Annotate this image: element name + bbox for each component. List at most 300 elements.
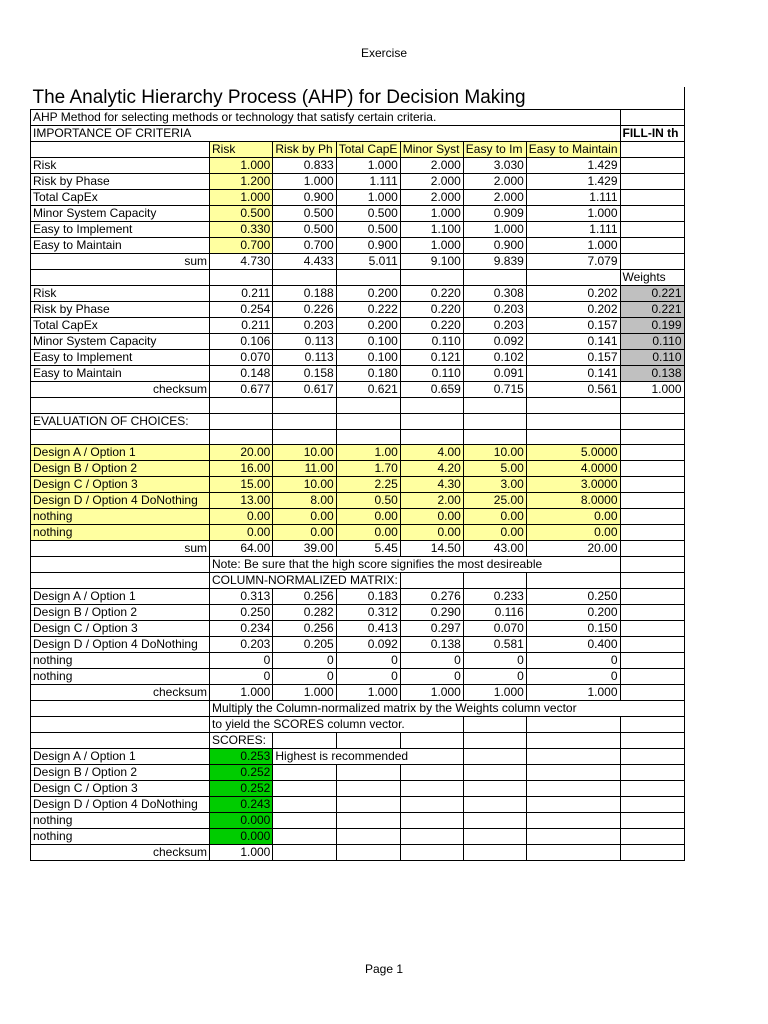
- criteria-header: Easy to Maintain: [526, 142, 620, 158]
- normalized-value: 0.157: [526, 350, 620, 366]
- col-norm-value: 0.233: [463, 589, 526, 605]
- normalized-checksum-row: [31, 382, 685, 398]
- criterion-label: Risk by Phase: [31, 174, 210, 190]
- empty-cell: [273, 797, 336, 813]
- pairwise-value: 2.000: [400, 174, 463, 190]
- col-norm-value: 0: [463, 653, 526, 669]
- normalized-value: 0.106: [210, 334, 273, 350]
- empty-cell: [620, 110, 684, 126]
- empty-cell: [526, 429, 620, 445]
- empty-cell: [210, 398, 273, 414]
- score-row: [31, 813, 685, 829]
- empty-cell: [620, 509, 684, 525]
- choice-label: Design D / Option 4 DoNothing: [31, 797, 210, 813]
- empty-cell: [463, 717, 526, 733]
- normalized-value: 0.220: [400, 302, 463, 318]
- note-row: [31, 557, 685, 573]
- empty-cell: [526, 270, 620, 286]
- col-norm-value: 0: [400, 669, 463, 685]
- checksum-label: checksum: [31, 382, 210, 398]
- empty-cell: [620, 190, 684, 206]
- choice-value: 10.00: [273, 445, 336, 461]
- choice-row: [31, 509, 685, 525]
- weight-value: 0.221: [620, 302, 684, 318]
- pairwise-value: 1.100: [400, 222, 463, 238]
- pairwise-value: 1.111: [336, 174, 400, 190]
- empty-cell: [620, 493, 684, 509]
- normalized-criteria-row: [31, 350, 685, 366]
- choice-label: Design D / Option 4 DoNothing: [31, 493, 210, 509]
- choice-label: Design D / Option 4 DoNothing: [31, 637, 210, 653]
- score-value: 0.243: [210, 797, 273, 813]
- pairwise-value: 1.000: [463, 222, 526, 238]
- empty-cell: [526, 573, 620, 589]
- empty-cell: [31, 557, 210, 573]
- checksum-label: checksum: [31, 845, 210, 861]
- choice-value: 5.00: [463, 461, 526, 477]
- normalized-value: 0.180: [336, 366, 400, 382]
- empty-cell: [526, 765, 620, 781]
- empty-cell: [526, 749, 620, 765]
- col-norm-value: 0.256: [273, 589, 336, 605]
- empty-cell: [620, 206, 684, 222]
- empty-cell: [400, 429, 463, 445]
- col-norm-value: 0.413: [336, 621, 400, 637]
- empty-cell: [463, 573, 526, 589]
- score-value: 0.000: [210, 829, 273, 845]
- normalized-criteria-row: [31, 318, 685, 334]
- checksum-value: 0.621: [336, 382, 400, 398]
- choice-value: 4.20: [400, 461, 463, 477]
- empty-cell: [620, 557, 684, 573]
- pairwise-value: 0.500: [273, 206, 336, 222]
- normalized-value: 0.203: [463, 302, 526, 318]
- pairwise-value: 3.030: [463, 158, 526, 174]
- choice-value: 0.00: [463, 525, 526, 541]
- choice-label: nothing: [31, 525, 210, 541]
- empty-cell: [526, 813, 620, 829]
- empty-cell: [31, 270, 210, 286]
- col-norm-value: 0.290: [400, 605, 463, 621]
- normalized-value: 0.203: [273, 318, 336, 334]
- weight-value: 0.110: [620, 334, 684, 350]
- normalized-value: 0.203: [463, 318, 526, 334]
- choices-sum-row: [31, 541, 685, 557]
- empty-cell: [526, 717, 620, 733]
- empty-cell: [620, 573, 684, 589]
- pairwise-value: 1.000: [336, 190, 400, 206]
- pairwise-row: [31, 174, 685, 190]
- empty-cell: [31, 398, 210, 414]
- empty-cell: [620, 398, 684, 414]
- pairwise-row: [31, 206, 685, 222]
- sum-value: 4.433: [273, 254, 336, 270]
- empty-cell: [463, 781, 526, 797]
- col-norm-value: 0: [526, 669, 620, 685]
- empty-cell: [400, 573, 463, 589]
- choice-label: nothing: [31, 653, 210, 669]
- empty-cell: [273, 398, 336, 414]
- pairwise-value: 1.000: [400, 238, 463, 254]
- choice-value: 0.00: [526, 509, 620, 525]
- pairwise-value: 0.330: [210, 222, 273, 238]
- col-norm-value: 0.092: [336, 637, 400, 653]
- choice-row: [31, 525, 685, 541]
- choice-value: 0.00: [400, 509, 463, 525]
- choice-row: [31, 445, 685, 461]
- pairwise-value: 1.429: [526, 158, 620, 174]
- empty-cell: [620, 653, 684, 669]
- title-row: [31, 87, 685, 110]
- highest-note: Highest is recommended: [273, 749, 463, 765]
- importance-row: [31, 126, 685, 142]
- empty-cell: [273, 845, 336, 861]
- col-norm-value: 0: [273, 653, 336, 669]
- sum-value: 9.100: [400, 254, 463, 270]
- empty-cell: [463, 765, 526, 781]
- checksum-value: 0.677: [210, 382, 273, 398]
- scores-label-row: [31, 733, 685, 749]
- choice-label: nothing: [31, 509, 210, 525]
- pairwise-value: 0.500: [336, 206, 400, 222]
- criteria-header: Easy to Im: [463, 142, 526, 158]
- empty-cell: [336, 765, 400, 781]
- empty-cell: [620, 717, 684, 733]
- col-norm-row: [31, 605, 685, 621]
- empty-cell: [273, 429, 336, 445]
- empty-cell: [400, 797, 463, 813]
- empty-cell: [620, 541, 684, 557]
- empty-cell: [463, 398, 526, 414]
- score-value: 0.000: [210, 813, 273, 829]
- empty-cell: [526, 781, 620, 797]
- empty-cell: [210, 429, 273, 445]
- weight-value: 0.199: [620, 318, 684, 334]
- weight-value: 0.221: [620, 286, 684, 302]
- empty-cell: [273, 829, 336, 845]
- empty-cell: [210, 413, 273, 429]
- sum-value: 39.00: [273, 541, 336, 557]
- empty-cell: [400, 413, 463, 429]
- importance-label: IMPORTANCE OF CRITERIA: [31, 126, 621, 142]
- sum-value: 7.079: [526, 254, 620, 270]
- col-norm-value: 0: [336, 653, 400, 669]
- col-norm-value: 0.234: [210, 621, 273, 637]
- col-norm-value: 0: [336, 669, 400, 685]
- scores-label: SCORES:: [210, 733, 273, 749]
- empty-cell: [463, 749, 526, 765]
- criterion-label: Total CapEx: [31, 190, 210, 206]
- choice-value: 0.00: [273, 525, 336, 541]
- criterion-label: Risk: [31, 286, 210, 302]
- empty-cell: [400, 813, 463, 829]
- choice-row: [31, 493, 685, 509]
- normalized-value: 0.200: [336, 318, 400, 334]
- choice-label: Design C / Option 3: [31, 621, 210, 637]
- score-value: 0.252: [210, 765, 273, 781]
- criterion-label: Easy to Implement: [31, 222, 210, 238]
- col-norm-row: [31, 589, 685, 605]
- empty-cell: [31, 701, 210, 717]
- page-header: Exercise: [360, 46, 407, 60]
- score-row: [31, 749, 685, 765]
- pairwise-value: 0.900: [463, 238, 526, 254]
- weights-header-row: [31, 270, 685, 286]
- normalized-value: 0.110: [400, 334, 463, 350]
- empty-cell: [620, 429, 684, 445]
- multiply-note-row: [31, 717, 685, 733]
- blank-row: [31, 429, 685, 445]
- empty-cell: [31, 142, 210, 158]
- weight-value: 0.138: [620, 366, 684, 382]
- empty-cell: [620, 222, 684, 238]
- ahp-spreadsheet: [30, 87, 685, 861]
- choice-value: 0.00: [336, 509, 400, 525]
- pairwise-value: 0.500: [210, 206, 273, 222]
- choice-label: Design A / Option 1: [31, 445, 210, 461]
- col-norm-value: 0.400: [526, 637, 620, 653]
- pairwise-value: 1.111: [526, 222, 620, 238]
- choice-value: 20.00: [210, 445, 273, 461]
- empty-cell: [31, 573, 210, 589]
- fill-in-label: FILL-IN th: [620, 126, 684, 142]
- pairwise-row: [31, 158, 685, 174]
- criterion-label: Easy to Maintain: [31, 366, 210, 382]
- multiply-note: Multiply the Column-normalized matrix by the Weights column vector: [210, 701, 685, 717]
- pairwise-value: 0.700: [210, 238, 273, 254]
- pairwise-value: 1.000: [526, 238, 620, 254]
- choice-value: 0.00: [400, 525, 463, 541]
- checksum-value: 1.000: [273, 685, 336, 701]
- empty-cell: [400, 398, 463, 414]
- choice-row: [31, 461, 685, 477]
- checksum-value: 0.617: [273, 382, 336, 398]
- normalized-value: 0.110: [400, 366, 463, 382]
- empty-cell: [620, 621, 684, 637]
- col-norm-value: 0: [210, 653, 273, 669]
- empty-cell: [273, 813, 336, 829]
- pairwise-value: 1.429: [526, 174, 620, 190]
- choice-value: 10.00: [273, 477, 336, 493]
- criterion-label: Risk by Phase: [31, 302, 210, 318]
- empty-cell: [273, 765, 336, 781]
- score-row: [31, 781, 685, 797]
- normalized-value: 0.202: [526, 286, 620, 302]
- criteria-header-row: [31, 142, 685, 158]
- normalized-value: 0.222: [336, 302, 400, 318]
- choice-value: 11.00: [273, 461, 336, 477]
- normalized-value: 0.202: [526, 302, 620, 318]
- evaluation-label: EVALUATION OF CHOICES:: [31, 413, 210, 429]
- criterion-label: Minor System Capacity: [31, 206, 210, 222]
- choice-value: 0.00: [273, 509, 336, 525]
- sum-label: sum: [31, 254, 210, 270]
- col-norm-row: [31, 637, 685, 653]
- empty-cell: [620, 445, 684, 461]
- choice-value: 3.0000: [526, 477, 620, 493]
- empty-cell: [620, 87, 684, 110]
- empty-cell: [400, 829, 463, 845]
- checksum-value: 0.715: [463, 382, 526, 398]
- col-norm-value: 0: [463, 669, 526, 685]
- criterion-label: Minor System Capacity: [31, 334, 210, 350]
- col-norm-value: 0.250: [210, 605, 273, 621]
- evaluation-row: [31, 413, 685, 429]
- col-norm-value: 0: [400, 653, 463, 669]
- empty-cell: [620, 461, 684, 477]
- criteria-header: Minor Syst: [400, 142, 463, 158]
- score-value: 0.253: [210, 749, 273, 765]
- normalized-value: 0.226: [273, 302, 336, 318]
- criteria-header: Risk by Ph: [273, 142, 336, 158]
- choice-value: 3.00: [463, 477, 526, 493]
- empty-cell: [620, 238, 684, 254]
- score-checksum: 1.000: [210, 845, 273, 861]
- normalized-value: 0.121: [400, 350, 463, 366]
- col-norm-value: 0.116: [463, 605, 526, 621]
- criterion-label: Risk: [31, 158, 210, 174]
- empty-cell: [463, 733, 526, 749]
- choice-label: nothing: [31, 829, 210, 845]
- sum-value: 9.839: [463, 254, 526, 270]
- sum-value: 43.00: [463, 541, 526, 557]
- pairwise-value: 0.900: [336, 238, 400, 254]
- col-norm-value: 0.205: [273, 637, 336, 653]
- choice-value: 0.00: [336, 525, 400, 541]
- col-norm-checksum-row: [31, 685, 685, 701]
- empty-cell: [620, 589, 684, 605]
- pairwise-value: 2.000: [400, 190, 463, 206]
- empty-cell: [526, 845, 620, 861]
- checksum-value: 0.561: [526, 382, 620, 398]
- empty-cell: [620, 477, 684, 493]
- criteria-header: Risk: [210, 142, 273, 158]
- empty-cell: [273, 413, 336, 429]
- empty-cell: [620, 797, 684, 813]
- col-norm-label-row: [31, 573, 685, 589]
- normalized-value: 0.200: [336, 286, 400, 302]
- choice-value: 25.00: [463, 493, 526, 509]
- choice-value: 2.25: [336, 477, 400, 493]
- empty-cell: [463, 797, 526, 813]
- empty-cell: [336, 813, 400, 829]
- normalized-value: 0.113: [273, 334, 336, 350]
- weights-label: Weights: [620, 270, 684, 286]
- col-norm-value: 0: [273, 669, 336, 685]
- normalized-criteria-row: [31, 366, 685, 382]
- empty-cell: [31, 733, 210, 749]
- checksum-label: checksum: [31, 685, 210, 701]
- weight-value: 0.110: [620, 350, 684, 366]
- choice-label: Design B / Option 2: [31, 765, 210, 781]
- normalized-value: 0.100: [336, 350, 400, 366]
- empty-cell: [463, 429, 526, 445]
- col-norm-value: 0.250: [526, 589, 620, 605]
- choice-value: 0.00: [210, 525, 273, 541]
- empty-cell: [463, 845, 526, 861]
- normalized-value: 0.157: [526, 318, 620, 334]
- empty-cell: [336, 270, 400, 286]
- choice-value: 13.00: [210, 493, 273, 509]
- col-norm-value: 0: [526, 653, 620, 669]
- empty-cell: [31, 717, 210, 733]
- pairwise-value: 1.111: [526, 190, 620, 206]
- normalized-value: 0.070: [210, 350, 273, 366]
- empty-cell: [620, 142, 684, 158]
- pairwise-value: 2.000: [463, 174, 526, 190]
- choice-value: 0.00: [526, 525, 620, 541]
- normalized-value: 0.092: [463, 334, 526, 350]
- sum-label: sum: [31, 541, 210, 557]
- choice-value: 1.00: [336, 445, 400, 461]
- score-row: [31, 829, 685, 845]
- checksum-value: 0.659: [400, 382, 463, 398]
- empty-cell: [31, 429, 210, 445]
- empty-cell: [620, 669, 684, 685]
- checksum-value: 1.000: [463, 685, 526, 701]
- col-norm-value: 0.183: [336, 589, 400, 605]
- score-value: 0.252: [210, 781, 273, 797]
- empty-cell: [463, 270, 526, 286]
- col-norm-value: 0.297: [400, 621, 463, 637]
- normalized-value: 0.158: [273, 366, 336, 382]
- empty-cell: [526, 829, 620, 845]
- choice-value: 16.00: [210, 461, 273, 477]
- scores-checksum-row: [31, 845, 685, 861]
- empty-cell: [336, 733, 400, 749]
- empty-cell: [400, 845, 463, 861]
- choice-value: 10.00: [463, 445, 526, 461]
- checksum-value: 1.000: [526, 685, 620, 701]
- empty-cell: [620, 254, 684, 270]
- choice-value: 1.70: [336, 461, 400, 477]
- pairwise-value: 0.833: [273, 158, 336, 174]
- choice-value: 2.00: [400, 493, 463, 509]
- multiply-note: to yield the SCORES column vector.: [210, 717, 464, 733]
- empty-cell: [526, 413, 620, 429]
- choice-value: 0.00: [210, 509, 273, 525]
- pairwise-row: [31, 190, 685, 206]
- choice-label: Design B / Option 2: [31, 461, 210, 477]
- criterion-label: Easy to Maintain: [31, 238, 210, 254]
- sum-value: 14.50: [400, 541, 463, 557]
- pairwise-value: 1.200: [210, 174, 273, 190]
- empty-cell: [336, 429, 400, 445]
- choice-label: Design C / Option 3: [31, 477, 210, 493]
- col-norm-value: 0.282: [273, 605, 336, 621]
- normalized-value: 0.220: [400, 286, 463, 302]
- choice-label: Design A / Option 1: [31, 749, 210, 765]
- normalized-value: 0.211: [210, 286, 273, 302]
- normalized-value: 0.141: [526, 334, 620, 350]
- choice-label: Design C / Option 3: [31, 781, 210, 797]
- empty-cell: [400, 781, 463, 797]
- col-norm-label: COLUMN-NORMALIZED MATRIX:: [210, 573, 401, 589]
- empty-cell: [336, 781, 400, 797]
- empty-cell: [526, 797, 620, 813]
- empty-cell: [336, 829, 400, 845]
- empty-cell: [620, 413, 684, 429]
- pairwise-value: 0.500: [273, 222, 336, 238]
- weight-checksum: 1.000: [620, 382, 684, 398]
- col-norm-value: 0.256: [273, 621, 336, 637]
- col-norm-row: [31, 621, 685, 637]
- score-row: [31, 765, 685, 781]
- pairwise-value: 1.000: [210, 190, 273, 206]
- empty-cell: [463, 813, 526, 829]
- normalized-value: 0.102: [463, 350, 526, 366]
- empty-cell: [620, 685, 684, 701]
